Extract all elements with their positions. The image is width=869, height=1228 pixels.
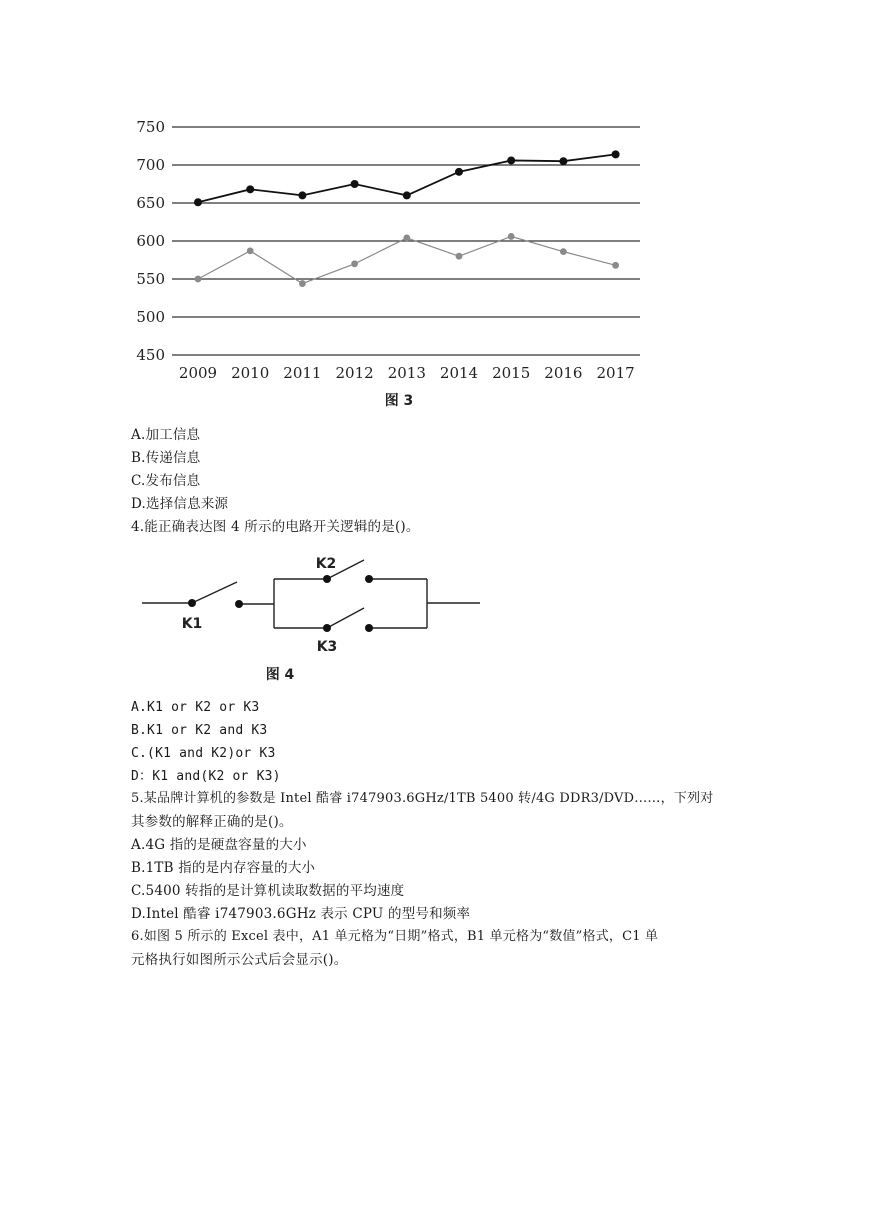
series-1-point (612, 150, 620, 158)
y-tick-label: 750 (136, 118, 165, 136)
series-2-point (247, 247, 254, 254)
series-1-point (403, 191, 411, 199)
k3-contact-dot (365, 624, 373, 632)
k2-contact-dot (365, 575, 373, 583)
q3-option-b: B.传递信息 (131, 450, 201, 466)
q3-option-d: D.选择信息来源 (131, 496, 229, 512)
x-tick-label: 2009 (178, 364, 218, 382)
figure-3-caption: 图 3 (384, 393, 414, 409)
q4-option-b: B.K1 or K2 and K3 (131, 723, 268, 738)
series-1-point (194, 198, 202, 206)
k1-contact-dot (235, 600, 243, 608)
y-tick-label: 550 (136, 270, 165, 288)
q4-option-a: A.K1 or K2 or K3 (131, 700, 260, 715)
figure-4-caption: 图 4 (265, 667, 295, 683)
switch-k1-blade (192, 582, 237, 603)
series-2-point (299, 280, 306, 287)
x-tick-label: 2016 (544, 364, 583, 382)
series-1-point (298, 191, 306, 199)
series-2-point (560, 248, 567, 255)
chart-y-ticks (136, 118, 165, 364)
chart-series (194, 150, 620, 287)
label-k3: K3 (316, 639, 338, 655)
y-tick-label: 700 (136, 156, 165, 174)
x-tick-label: 2017 (596, 364, 635, 382)
series-1-point (559, 157, 567, 165)
y-tick-label: 650 (136, 194, 165, 212)
series-2-point (456, 253, 463, 260)
x-tick-label: 2012 (335, 364, 374, 382)
label-k2: K2 (315, 556, 337, 572)
y-tick-label: 450 (136, 346, 165, 364)
y-tick-label: 500 (136, 308, 165, 326)
label-k1: K1 (181, 616, 203, 632)
figure-3-line-chart (130, 108, 650, 413)
y-tick-label: 600 (136, 232, 165, 250)
question-4: 4.能正确表达图 4 所示的电路开关逻辑的是()。 (131, 519, 420, 535)
x-tick-label: 2011 (283, 364, 322, 382)
series-1-point (246, 185, 254, 193)
series-2-point (195, 276, 202, 283)
series-2-line (198, 236, 616, 283)
question-5-line-2: 其参数的解释正确的是()。 (131, 814, 293, 830)
q3-option-c: C.发布信息 (131, 473, 201, 489)
question-6-line-2: 元格执行如图所示公式后会显示()。 (131, 952, 348, 968)
switch-k3-blade (327, 608, 364, 628)
k1-pivot-dot (188, 599, 196, 607)
series-1-point (507, 156, 515, 164)
series-2-point (351, 260, 358, 267)
series-1-point (351, 180, 359, 188)
k3-pivot-dot (323, 624, 331, 632)
q4-option-c: C.(K1 and K2)or K3 (131, 746, 276, 761)
series-2-point (403, 235, 410, 242)
question-5-line-1: 5.某品牌计算机的参数是 Intel 酷睿 i747903.6GHz/1TB 5400 转/4G DDR3/DVD……，下列对 (131, 791, 714, 806)
figure-4-circuit-diagram (135, 548, 495, 688)
series-1-point (455, 168, 463, 176)
q3-option-a: A.加工信息 (131, 427, 201, 443)
q5-option-b: B.1TB 指的是内存容量的大小 (131, 860, 316, 876)
series-2-point (612, 262, 619, 269)
q5-option-a: A.4G 指的是硬盘容量的大小 (131, 837, 307, 853)
x-tick-label: 2014 (439, 364, 479, 382)
q5-option-c: C.5400 转指的是计算机读取数据的平均速度 (131, 883, 405, 899)
q5-option-d: D.Intel 酷睿 i747903.6GHz 表示 CPU 的型号和频率 (131, 906, 471, 922)
x-tick-label: 2013 (387, 364, 426, 382)
series-2-point (508, 233, 515, 240)
x-tick-label: 2010 (231, 364, 270, 382)
k2-pivot-dot (323, 575, 331, 583)
question-6-line-1: 6.如图 5 所示的 Excel 表中，A1 单元格为“日期”格式，B1 单元格为“数值”格式，C1 单 (131, 929, 659, 944)
q4-option-d: D：K1 and(K2 or K3) (131, 769, 281, 784)
circuit-contacts (188, 575, 373, 632)
chart-x-ticks (179, 364, 635, 382)
x-tick-label: 2015 (492, 364, 531, 382)
